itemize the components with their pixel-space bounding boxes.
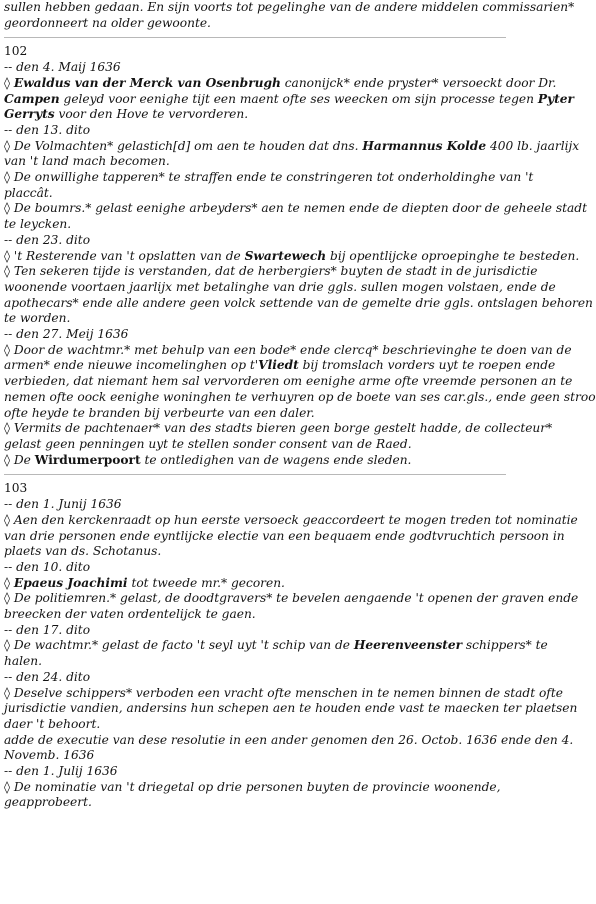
- entry-line: verbieden, dat niemant hem sal vervorderen om eenighe arme ofte vreemde personen an te: [4, 374, 573, 389]
- intro-paragraph: [4, 0, 575, 31]
- entry-line: te leycken.: [4, 217, 72, 232]
- entry-line: halen.: [4, 654, 42, 669]
- place-name: Wirdumerpoort: [34, 452, 141, 467]
- person-name: Ewaldus van der Merck van Osenbrugh: [13, 75, 281, 90]
- entry-line: jurisdictie vandien, andersins hun schepen aen te houden ende vast te maecken ter plaetsen: [4, 701, 578, 716]
- section-number: 103: [4, 481, 28, 496]
- place-name: Heerenveenster: [353, 638, 463, 653]
- entry-line: apothecars* ende alle andere geen volck settende van de gemelte drie ggls. ontslagen behoren: [4, 295, 593, 310]
- date-line: -- den 1. Junij 1636: [4, 497, 122, 512]
- entry-line: ◊ De politiemren.* gelast, de doodtgravers* te bevelen aengaende 't openen der graven ende: [4, 591, 579, 606]
- entry-line: gelast geen penningen uyt te stellen sonder consent van de Raed.: [4, 436, 412, 451]
- date-line: -- den 24. dito: [4, 669, 91, 684]
- section-102: [4, 44, 596, 468]
- entry-line: ofte heyde te branden bij verbeurte van een daler.: [4, 405, 315, 420]
- date-line: -- den 10. dito: [4, 559, 91, 574]
- section-103: [4, 481, 579, 811]
- entry-line: ◊ De Volmachten* gelastich[d] om aen te houden dat dns. Harmannus Kolde 400 lb. jaarlijx: [4, 138, 580, 153]
- entry-line: woonende voortaen jaarlijx met betalinghe van drie ggls. sullen mogen volstaen, ende de: [4, 279, 556, 294]
- person-name: Campen: [4, 91, 60, 106]
- entry-line: plaets van ds. Schotanus.: [4, 544, 162, 559]
- entry-line: ◊ De boumrs.* gelast eenighe arbeyders* aen te nemen ende de diepten door de geheele stadt: [4, 201, 587, 216]
- person-name: Epaeus Joachimi: [13, 575, 128, 590]
- entry-line: breecken der vaten ordentelijck te gaen.: [4, 607, 256, 622]
- entry-line: ◊ Deselve schippers* verboden een vracht ofte menschen in te nemen binnen de stadt ofte: [4, 685, 563, 700]
- date-line: -- den 13. dito: [4, 122, 91, 137]
- entry-line: adde de executie van dese resolutie in een ander genomen den 26. Octob. 1636 ende den 4.: [4, 732, 574, 747]
- person-name: Gerryts: [4, 107, 55, 122]
- entry-line: ◊ De Wirdumerpoort te ontledighen van de wagens ende sleden.: [4, 452, 412, 467]
- entry-line: ◊ Ten sekeren tijde is verstanden, dat de herbergiers* buyten de stadt in de jurisdictie: [4, 264, 538, 279]
- entry-line: placcât.: [4, 185, 53, 200]
- date-line: -- den 23. dito: [4, 232, 91, 247]
- entry-line: van 't land mach becomen.: [4, 154, 170, 169]
- entry-line: ◊ 't Resterende van 't opslatten van de Swartewech bij opentlijcke oproepinghe te besteden.: [4, 248, 580, 263]
- entry-line: Gerryts voor den Hove te vervorderen.: [4, 107, 249, 122]
- entry-line: ◊ Epaeus Joachimi tot tweede mr.* gecoren.: [4, 575, 285, 590]
- date-line: -- den 1. Julij 1636: [4, 764, 118, 779]
- text-line: geordonneert na older gewoonte.: [4, 15, 211, 30]
- entry-line: ◊ Vermits de pachtenaer* van des stadts bieren geen borge gestelt hadde, de collecteur*: [4, 421, 553, 436]
- person-name: Harmannus Kolde: [362, 138, 487, 153]
- entry-line: ◊ De onwillighe tapperen* te straffen ende te constringeren tot onderholdinghe van 't: [4, 170, 534, 185]
- entry-line: ◊ Aen den kerckenraadt op hun eerste versoeck geaccordeert te mogen treden tot nominatie: [4, 512, 578, 527]
- date-line: -- den 17. dito: [4, 622, 91, 637]
- entry-line: van drie personen ende eyntlijcke electie van een bequaem ende godtvruchtich persoon in: [4, 528, 565, 543]
- person-name: Pyter: [537, 91, 574, 106]
- entry-line: Campen geleyd voor eenighe tijt een maent ofte ses weecken om sijn processe tegen Pyter: [4, 91, 574, 106]
- entry-line: ◊ De nominatie van 't driegetal op drie personen buyten de provincie woonende,: [4, 779, 501, 794]
- section-divider: [4, 37, 506, 38]
- entry-line: te worden.: [4, 311, 71, 326]
- entry-line: ◊ Ewaldus van der Merck van Osenbrugh canonijck* ende pryster* versoeckt door Dr.: [4, 75, 557, 90]
- date-line: -- den 27. Meij 1636: [4, 327, 129, 342]
- entry-line: nemen ofte oock eenighe woninghen te verhuyren op de boete van ses car.gls., ende geen stroo: [4, 389, 596, 404]
- entry-line: Novemb. 1636: [4, 748, 95, 763]
- entry-line: daer 't behoort.: [4, 716, 101, 731]
- section-divider: [4, 474, 506, 475]
- date-line: -- den 4. Maij 1636: [4, 60, 121, 75]
- place-name: Swartewech: [244, 248, 327, 263]
- entry-line: ◊ Door de wachtmr.* met behulp van een bode* ende clercq* beschrievinghe te doen van de: [4, 342, 572, 357]
- entry-line: ◊ De wachtmr.* gelast de facto 't seyl uyt 't schip van de Heerenveenster schippers* te: [4, 638, 548, 653]
- entry-line: geapprobeert.: [4, 795, 92, 810]
- section-number: 102: [4, 44, 28, 59]
- text-line: sullen hebben gedaan. En sijn voorts tot pegelinghe van de andere middelen commissarien*: [4, 0, 575, 14]
- place-name: Vliedt: [258, 358, 299, 373]
- entry-line: armen* ende nieuwe incomelinghen op t'Vliedt bij tromslach vorders uyt te roepen ende: [4, 358, 556, 373]
